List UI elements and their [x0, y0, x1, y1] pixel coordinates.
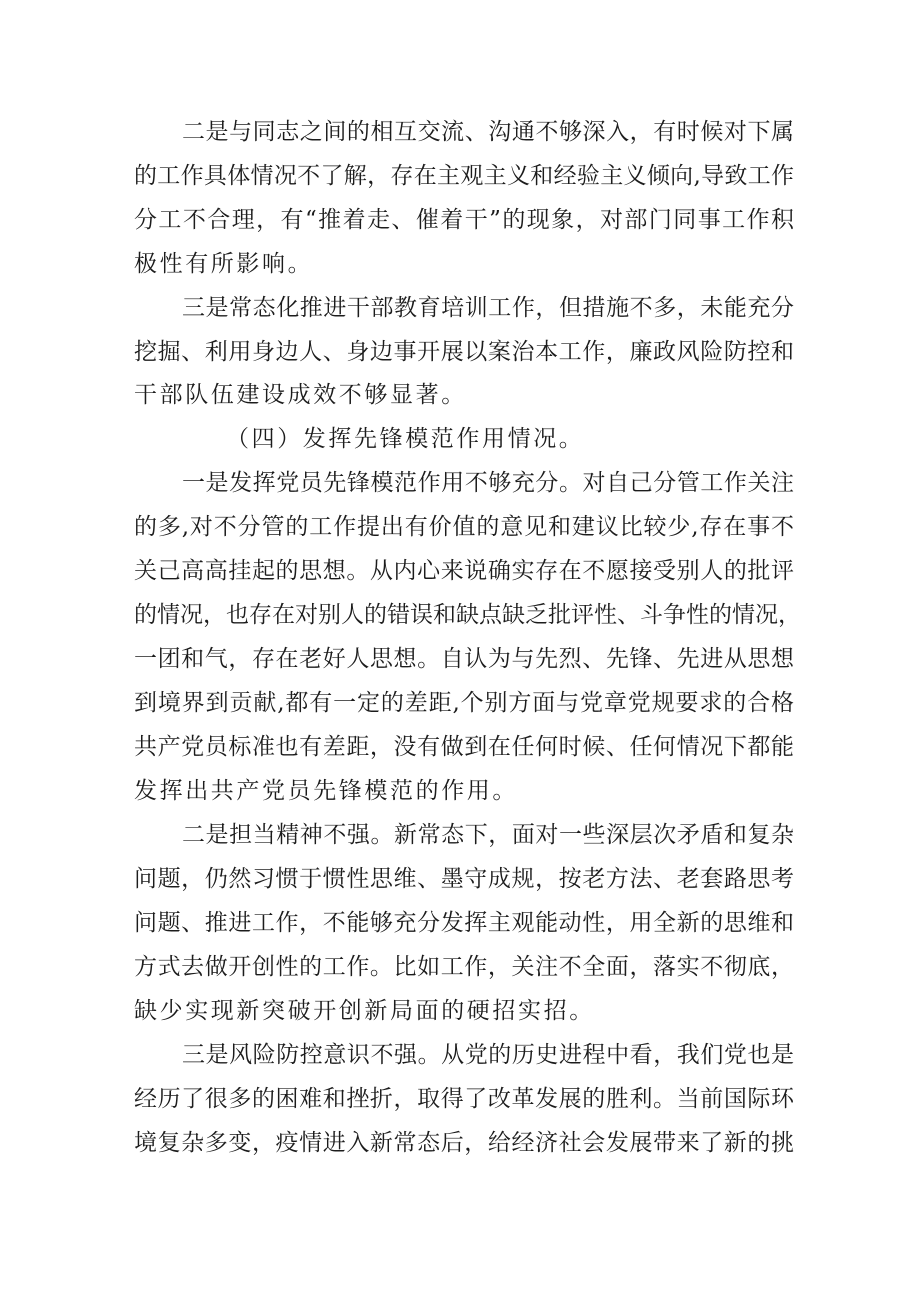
- paragraph-line: 到境界到贡献,都有一定的差距,个别方面与党章党规要求的合格: [134, 690, 794, 716]
- paragraph-line: 分工不合理，有“推着走、催着干”的现象，对部门同事工作积: [134, 207, 794, 233]
- paragraph-line: 问题，仍然习惯于惯性思维、墨守成规，按老方法、老套路思考: [134, 866, 794, 892]
- paragraph-line: 一团和气，存在老好人思想。自认为与先烈、先锋、先进从思想: [134, 646, 794, 672]
- paragraph-line: 的情况，也存在对别人的错误和缺点缺乏批评性、斗争性的情况，: [134, 602, 801, 628]
- paragraph-line: 的工作具体情况不了解，存在主观主义和经验主义倾向,导致工作: [134, 163, 794, 189]
- paragraph-line: 二是担当精神不强。新常态下，面对一些深层次矛盾和复杂: [182, 822, 794, 848]
- paragraph-line: 发挥出共产党员先锋模范的作用。: [134, 778, 518, 804]
- paragraph-line: 关己高高挂起的思想。从内心来说确实存在不愿接受别人的批评: [134, 558, 794, 584]
- paragraph-line: 极性有所影响。: [134, 251, 314, 277]
- section-heading: （四）发挥先锋模范作用情况。: [226, 426, 585, 452]
- paragraph-line: 方式去做开创性的工作。比如工作，关注不全面，落实不彻底，: [134, 954, 794, 980]
- paragraph-line: 境复杂多变，疫情进入新常态后，给经济社会发展带来了新的挑: [134, 1130, 794, 1156]
- paragraph-line: 挖掘、利用身边人、身边事开展以案治本工作，廉政风险防控和: [134, 339, 794, 365]
- paragraph-line: 三是风险防控意识不强。从党的历史进程中看，我们党也是: [182, 1042, 794, 1068]
- paragraph-line: 一是发挥党员先锋模范作用不够充分。对自己分管工作关注: [182, 470, 794, 496]
- paragraph-line: 三是常态化推进干部教育培训工作，但措施不多，未能充分: [182, 295, 794, 321]
- paragraph-line: 问题、推进工作，不能够充分发挥主观能动性，用全新的思维和: [134, 910, 794, 936]
- paragraph-line: 经历了很多的困难和挫折，取得了改革发展的胜利。当前国际环: [134, 1086, 794, 1112]
- paragraph-line: 干部队伍建设成效不够显著。: [134, 382, 467, 408]
- paragraph-line: 共产党员标准也有差距，没有做到在任何时候、任何情况下都能: [134, 734, 794, 760]
- paragraph-line: 缺少实现新突破开创新局面的硬招实招。: [134, 998, 595, 1024]
- paragraph-line: 的多,对不分管的工作提出有价值的意见和建议比较少,存在事不: [134, 514, 794, 540]
- paragraph-line: 二是与同志之间的相互交流、沟通不够深入，有时候对下属: [182, 119, 794, 145]
